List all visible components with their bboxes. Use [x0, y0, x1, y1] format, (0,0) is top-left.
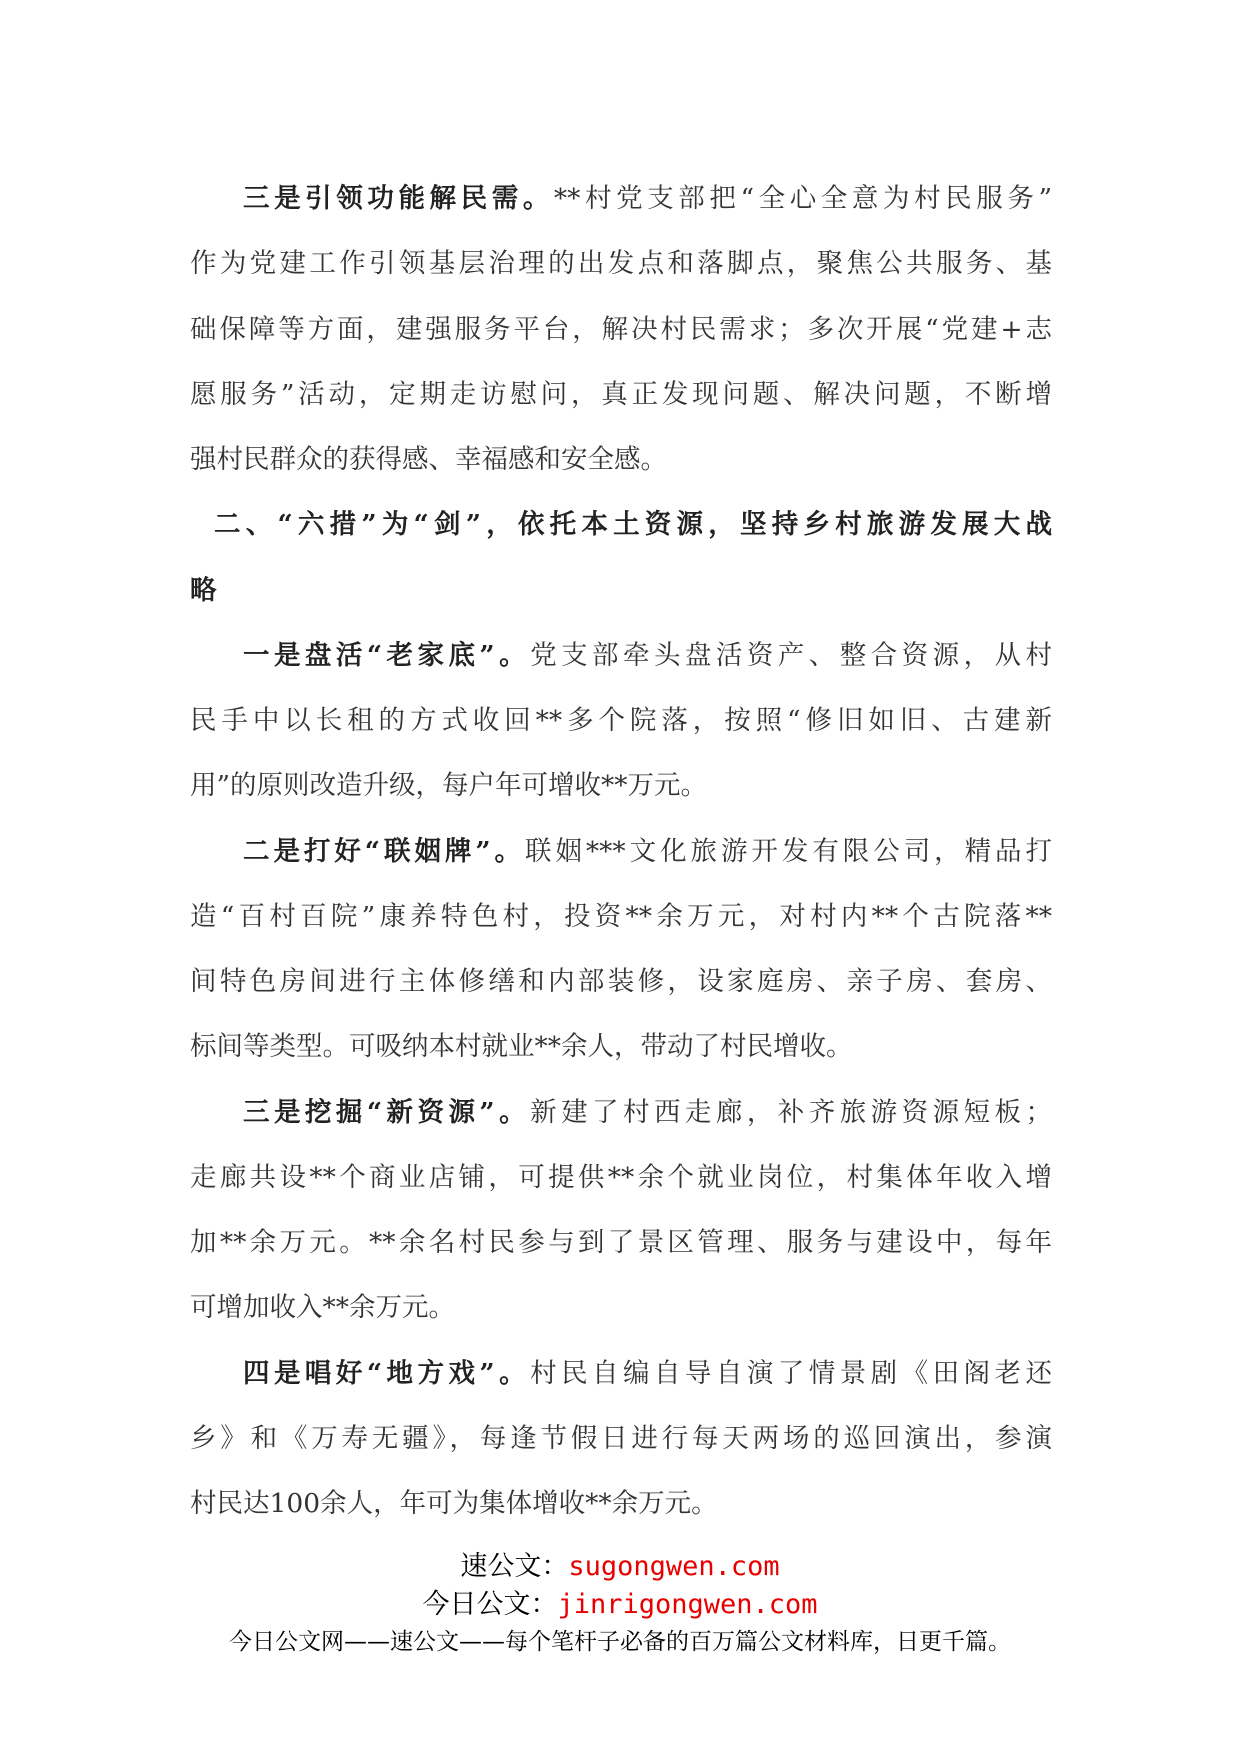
line-text: 造“百村百院”康养特色村，投资**余万元，对村内**个古院落** — [190, 900, 1052, 932]
text-line — [190, 623, 1052, 688]
footer-jinrigongwen — [0, 1586, 1240, 1624]
text-line — [190, 492, 1052, 557]
line-text: 础保障等方面，建强服务平台，解决村民需求；多次开展“党建+志 — [190, 313, 1052, 345]
text-line — [190, 819, 1052, 884]
line-text: 联姻***文化旅游开发有限公司，精品打 — [525, 835, 1052, 867]
line-text: 走廊共设**个商业店铺，可提供**余个就业岗位，村集体年收入增 — [190, 1161, 1052, 1193]
line-text: 二、“六措”为“剑”，依托本土资源，坚持乡村旅游发展大战 — [214, 509, 1052, 541]
text-line — [190, 1406, 1052, 1471]
text-line — [190, 231, 1052, 296]
line-text: 村民达100余人，年可为集体增收**余万元。 — [190, 1488, 718, 1519]
paragraph-lead: 一是盘活“老家底”。 — [243, 639, 531, 671]
text-line — [190, 1341, 1052, 1406]
footer-sugongwen — [0, 1548, 1240, 1586]
footer-label: 速公文： — [460, 1551, 569, 1582]
line-text: 加**余万元。**余名村民参与到了景区管理、服务与建设中，每年 — [190, 1227, 1052, 1258]
text-line — [190, 1275, 1052, 1340]
text-line — [190, 884, 1052, 949]
footer-link-jinrigongwen[interactable]: jinrigongwen.com — [557, 1589, 818, 1620]
paragraph-lead: 四是唱好“地方戏”。 — [243, 1357, 531, 1389]
line-text: 村民自编自导自演了情景剧《田阁老还 — [530, 1357, 1052, 1389]
line-text: 强村民群众的获得感、幸福感和安全感。 — [190, 444, 667, 475]
footer-link-sugongwen[interactable]: sugongwen.com — [568, 1551, 780, 1582]
text-line — [190, 1014, 1052, 1079]
paragraph-lead: 二是打好“联姻牌”。 — [243, 835, 526, 867]
paragraph-lead: 三是挖掘“新资源”。 — [243, 1096, 531, 1128]
line-text: 作为党建工作引领基层治理的出发点和落脚点，聚焦公共服务、基 — [190, 248, 1052, 280]
paragraph — [190, 166, 1052, 492]
line-text: 乡》和《万寿无疆》，每逢节假日进行每天两场的巡回演出，参演 — [190, 1422, 1052, 1454]
text-line — [190, 1080, 1052, 1145]
text-line — [190, 166, 1052, 231]
text-line — [190, 1210, 1052, 1275]
section-heading — [190, 492, 1052, 623]
line-text: 标间等类型。可吸纳本村就业**余人，带动了村民增收。 — [190, 1031, 853, 1063]
text-line — [190, 1145, 1052, 1210]
text-line — [190, 688, 1052, 753]
text-line — [190, 558, 1052, 623]
text-line — [190, 753, 1052, 818]
text-line — [190, 362, 1052, 427]
paragraph — [190, 623, 1052, 819]
line-text: 间特色房间进行主体修缮和内部装修，设家庭房、亲子房、套房、 — [190, 966, 1052, 997]
text-line — [190, 949, 1052, 1014]
line-text: 可增加收入**余万元。 — [190, 1292, 455, 1324]
line-text: **村党支部把“全心全意为村民服务” — [553, 183, 1052, 214]
paragraph — [190, 819, 1052, 1080]
paragraph — [190, 1341, 1052, 1537]
footer-slogan: 今日公文网——速公文——每个笔杆子必备的百万篇公文材料库，日更千篇。 — [229, 1629, 1011, 1655]
line-text: 略 — [190, 574, 217, 606]
line-text: 党支部牵头盘活资产、整合资源，从村 — [530, 639, 1052, 671]
paragraph-lead: 三是引领功能解民需。 — [243, 183, 554, 214]
line-text: 用”的原则改造升级，每户年可增收**万元。 — [190, 770, 708, 802]
paragraph — [190, 1080, 1052, 1341]
text-line — [190, 1471, 1052, 1536]
line-text: 新建了村西走廊，补齐旅游资源短板； — [530, 1096, 1052, 1128]
line-text: 民手中以长租的方式收回**多个院落，按照“修旧如旧、古建新 — [190, 705, 1052, 736]
footer-watermark — [0, 1548, 1240, 1660]
line-text: 愿服务”活动，定期走访慰问，真正发现问题、解决问题，不断增 — [190, 378, 1052, 410]
text-line — [190, 297, 1052, 362]
footer-label: 今日公文： — [422, 1589, 558, 1620]
text-line — [190, 427, 1052, 492]
document-body — [190, 166, 1052, 1536]
